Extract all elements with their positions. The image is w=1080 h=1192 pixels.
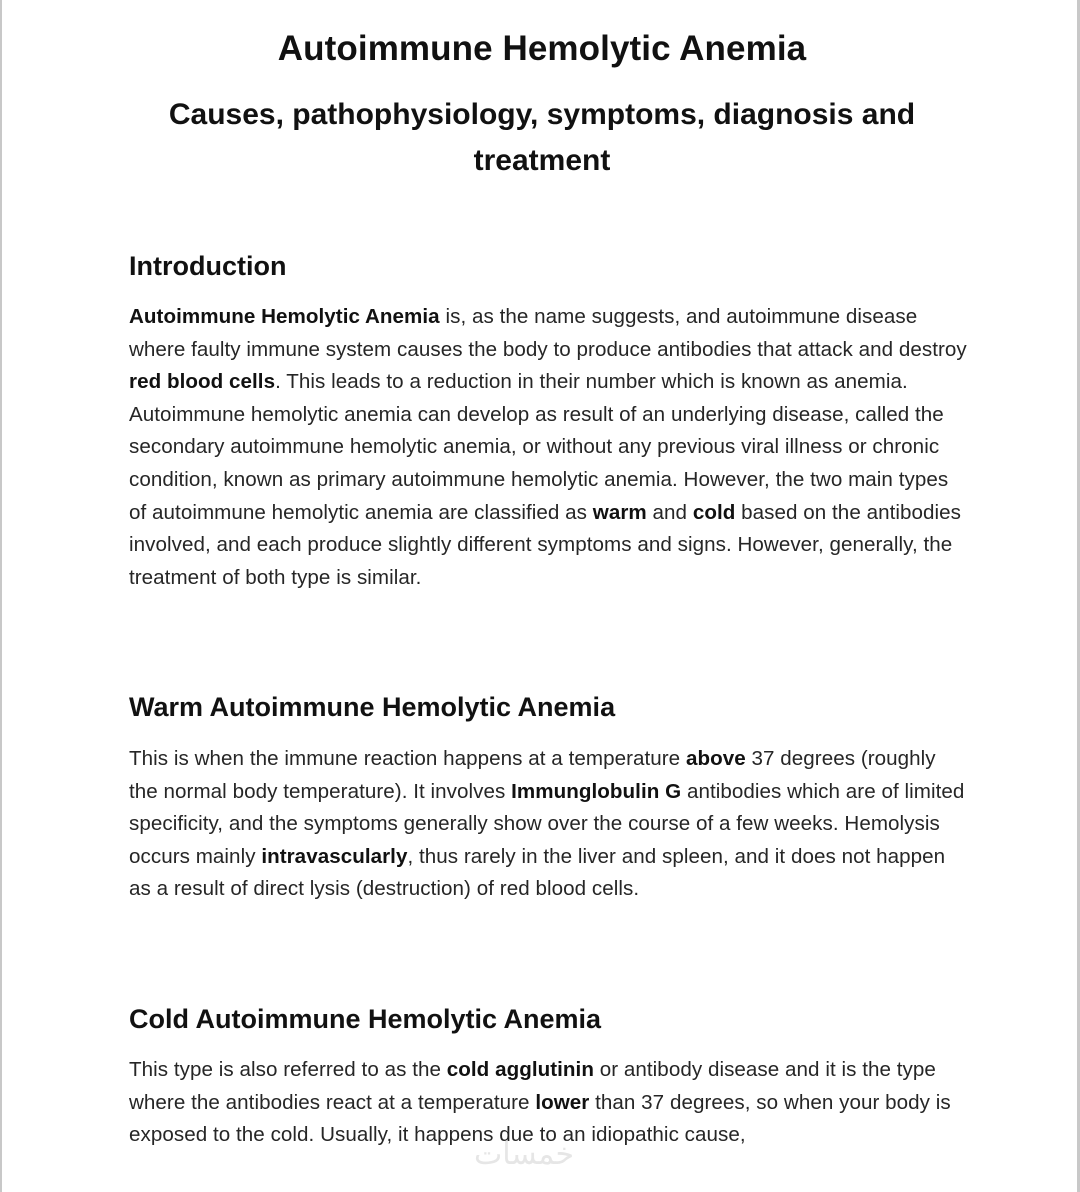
text-run: 37 degrees (roughly the normal body temperature). It involves	[129, 747, 936, 803]
section-heading-warm: Warm Autoimmune Hemolytic Anemia	[129, 692, 616, 722]
text-run: This is when the immune reaction happens at a temperature	[129, 747, 686, 770]
text-run: , thus rarely in the liver and spleen, and it does not happen as a result of direct lysis (destruction) of red blood cells.	[129, 844, 946, 901]
paragraph-warm	[129, 743, 969, 906]
text-run: is, as the name suggests, and autoimmune disease where faulty immune system causes the body to produce antibodies that attack and destroy	[129, 305, 967, 361]
paragraph-introduction	[129, 301, 969, 594]
bold-run: lower	[535, 1090, 590, 1114]
document-title: Autoimmune Hemolytic Anemia	[277, 29, 807, 68]
watermark-logo: خمسات	[474, 1137, 575, 1172]
text-run: antibodies which are of limited specificity, and the symptoms generally show over the course of a few weeks. Hemolysis occurs mainly	[129, 779, 965, 868]
section-heading-introduction: Introduction	[129, 251, 287, 281]
bold-run: cold agglutinin	[446, 1058, 594, 1081]
text-run: based on the antibodies involved, and each produce slightly different symptoms and signs. However, generally, the treatment of both type is similar.	[129, 500, 961, 589]
text-run: and	[646, 500, 693, 524]
bold-run: Immunglobulin G	[511, 779, 682, 803]
section-heading-cold: Cold Autoimmune Hemolytic Anemia	[129, 1004, 602, 1034]
bold-run: cold	[692, 500, 736, 524]
bold-run: intravascularly	[261, 844, 408, 868]
text-run: or antibody disease and it is the type where the antibodies react at a temperature	[129, 1058, 936, 1114]
bold-run: warm	[592, 500, 647, 524]
text-run: . This leads to a reduction in their number which is known as anemia. Autoimmune hemolytic anemia can develop as result of an underlying disease, called the secondary autoimmune hemolytic anemia, or without any previous viral illness or chronic condition, known as primary autoimmune hemolytic anemia. However, the two main types of autoimmune hemolytic anemia are classified as	[129, 370, 949, 524]
bold-run: Autoimmune Hemolytic Anemia	[129, 305, 440, 328]
bold-run: above	[685, 747, 746, 770]
text-run: than 37 degrees, so when your body is exposed to the cold. Usually, it happens due to an idiopathic cause,	[129, 1090, 951, 1147]
bold-run: red blood cells	[129, 370, 276, 394]
text-run: This type is also referred to as the	[129, 1058, 447, 1081]
document-subtitle: Causes, pathophysiology, symptoms, diagnosis and treatment	[168, 98, 916, 177]
